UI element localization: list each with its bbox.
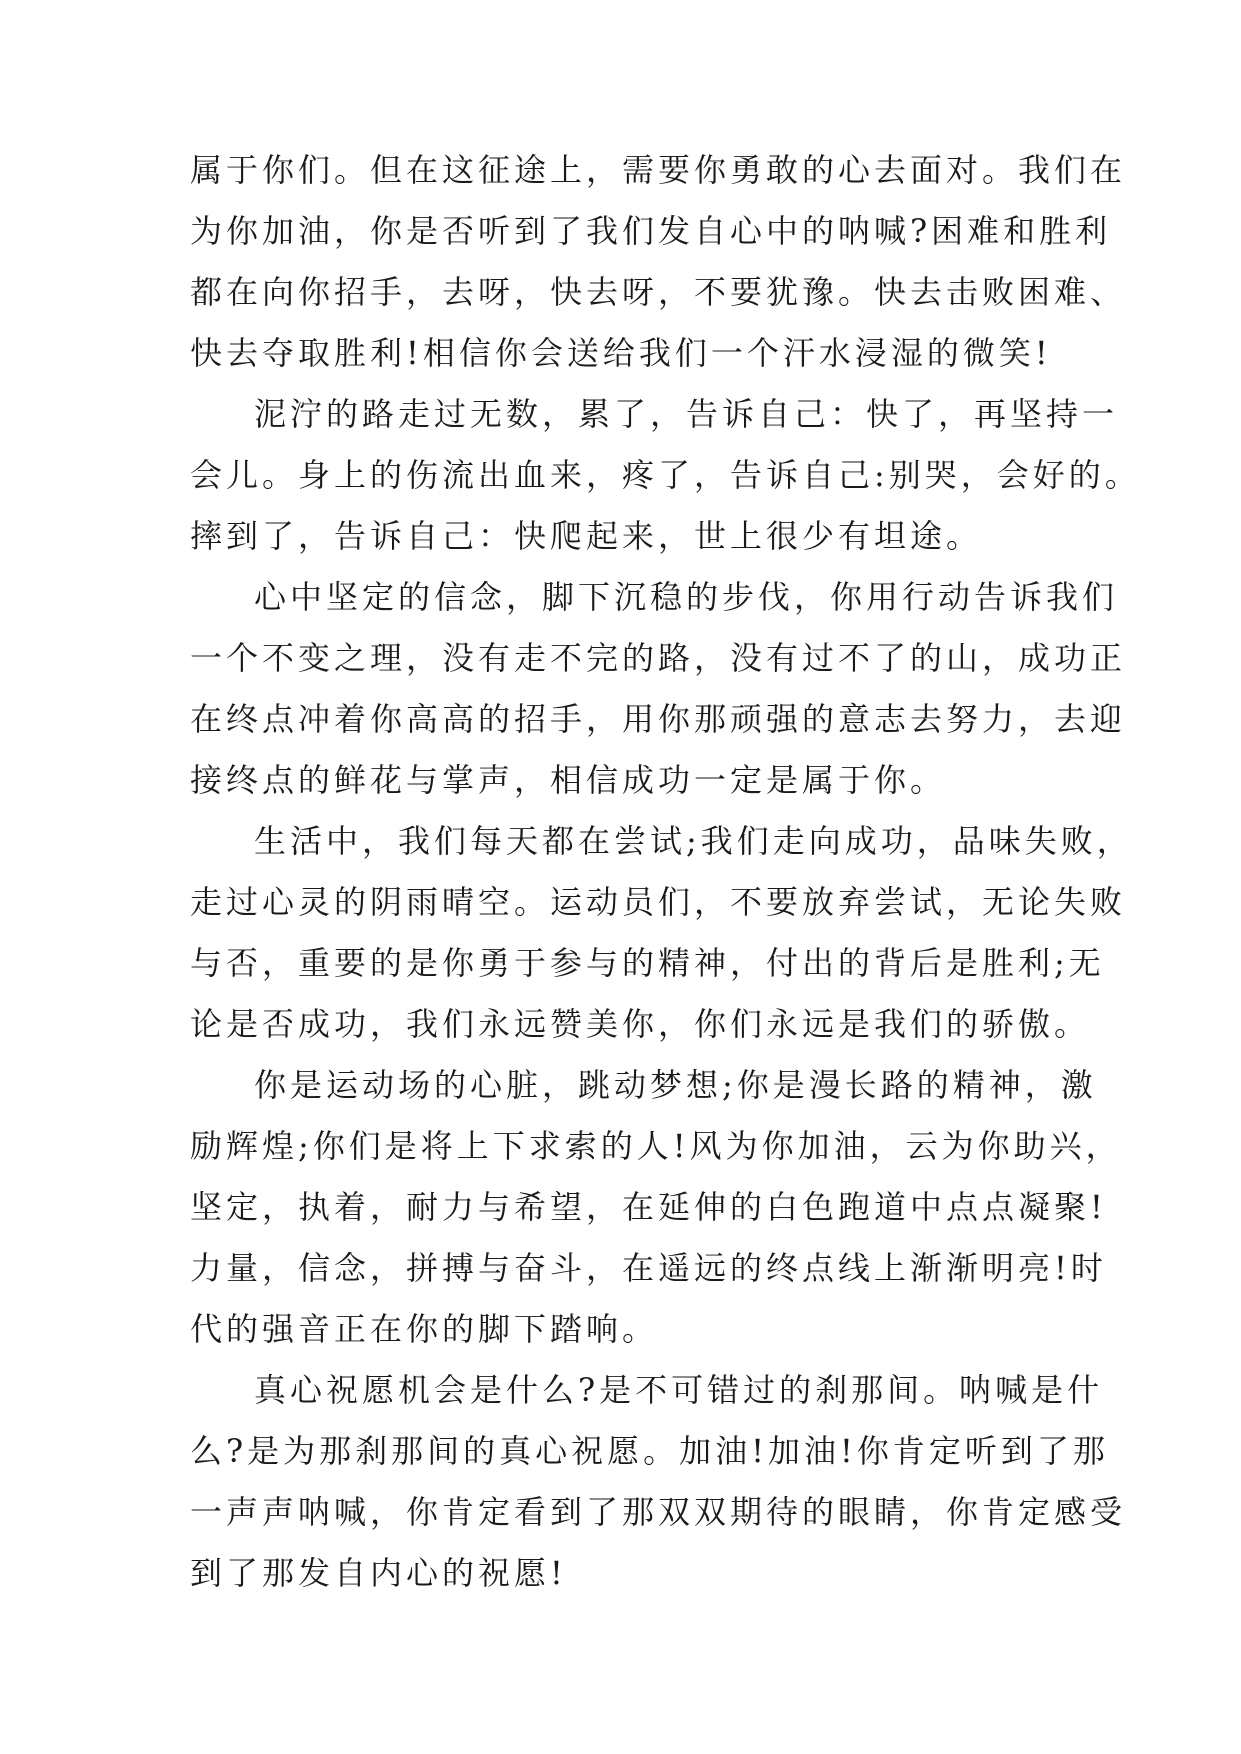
text-line: 为你加油，你是否听到了我们发自心中的呐喊?困难和胜利 xyxy=(190,212,1112,250)
text-line: 到了那发自内心的祝愿! xyxy=(190,1554,567,1592)
text-line: 真心祝愿机会是什么?是不可错过的刹那间。呐喊是什 xyxy=(254,1371,1104,1409)
text-line: 代的强音正在你的脚下踏响。 xyxy=(190,1310,659,1348)
text-line: 走过心灵的阴雨晴空。运动员们，不要放弃尝试，无论失败 xyxy=(190,883,1127,921)
text-line: 一声声呐喊，你肯定看到了那双双期待的眼睛，你肯定感受 xyxy=(190,1493,1127,1531)
text-line: 一个不变之理，没有走不完的路，没有过不了的山，成功正 xyxy=(190,639,1127,677)
text-line: 摔到了，告诉自己：快爬起来，世上很少有坦途。 xyxy=(190,517,983,555)
text-line: 心中坚定的信念，脚下沉稳的步伐，你用行动告诉我们 xyxy=(254,578,1119,616)
text-line: 力量，信念，拼搏与奋斗，在遥远的终点线上渐渐明亮!时 xyxy=(190,1249,1107,1287)
body-text xyxy=(190,140,1141,1604)
text-line: 论是否成功，我们永远赞美你，你们永远是我们的骄傲。 xyxy=(190,1005,1091,1043)
text-line: 你是运动场的心脏，跳动梦想;你是漫长路的精神，激 xyxy=(254,1066,1097,1104)
text-line: 坚定，执着，耐力与希望，在延伸的白色跑道中点点凝聚! xyxy=(190,1188,1107,1226)
text-line: 会儿。身上的伤流出血来，疼了，告诉自己:别哭，会好的。 xyxy=(190,456,1141,494)
text-line: 快去夺取胜利!相信你会送给我们一个汗水浸湿的微笑! xyxy=(190,334,1052,372)
text-line: 与否，重要的是你勇于参与的精神，付出的背后是胜利;无 xyxy=(190,944,1105,982)
text-line: 接终点的鲜花与掌声，相信成功一定是属于你。 xyxy=(190,761,947,799)
text-line: 泥泞的路走过无数，累了，告诉自己：快了，再坚持一 xyxy=(254,395,1119,433)
text-line: 么?是为那刹那间的真心祝愿。加油!加油!你肯定听到了那 xyxy=(190,1432,1109,1470)
text-line: 属于你们。但在这征途上，需要你勇敢的心去面对。我们在 xyxy=(190,151,1127,189)
text-line: 励辉煌;你们是将上下求索的人!风为你加油，云为你助兴， xyxy=(190,1127,1122,1165)
text-line: 在终点冲着你高高的招手，用你那顽强的意志去努力，去迎 xyxy=(190,700,1127,738)
text-line: 生活中，我们每天都在尝试;我们走向成功，品味失败， xyxy=(254,822,1133,860)
text-line: 都在向你招手，去呀，快去呀，不要犹豫。快去击败困难、 xyxy=(190,273,1127,311)
